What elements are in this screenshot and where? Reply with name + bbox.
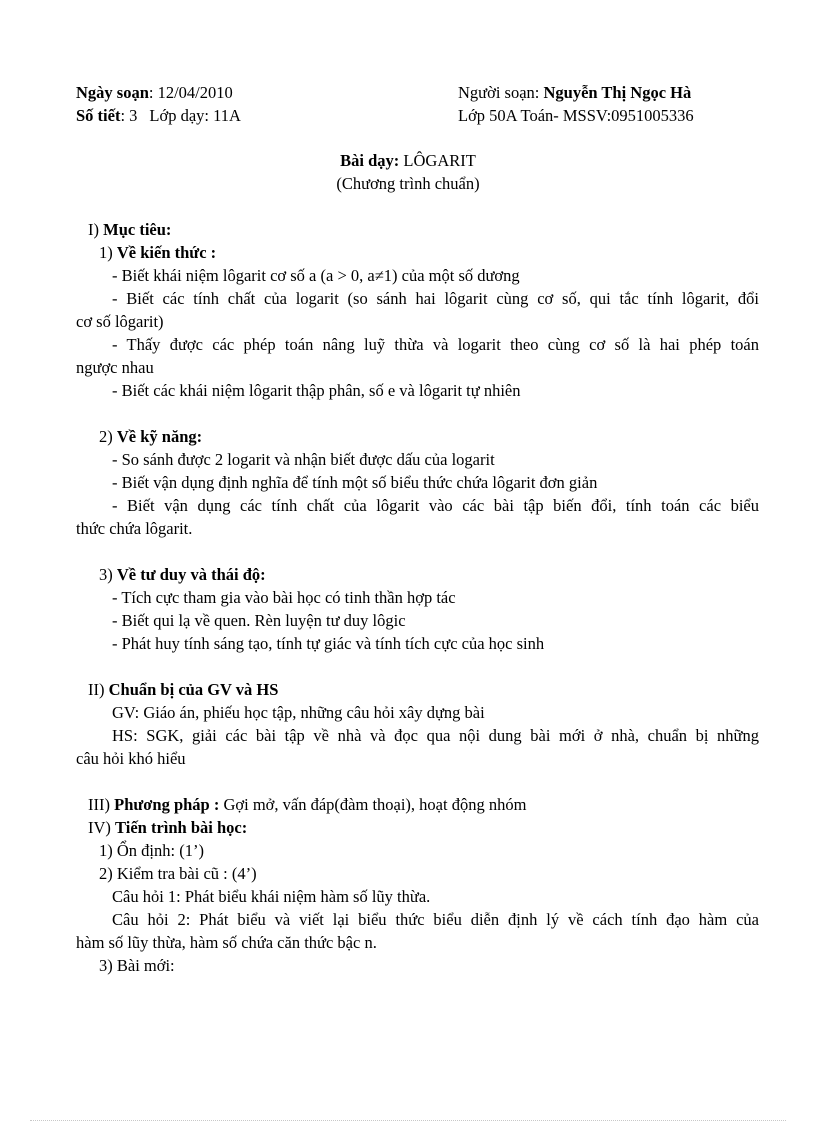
- knowledge-item: - Thấy được các phép toán nâng luỹ thừa và logarit theo cùng cơ số là hai phép toán: [112, 335, 759, 354]
- skill-item-cont: thức chứa lôgarit.: [76, 519, 193, 538]
- subsection-3-title: Về tư duy và thái độ:: [116, 565, 266, 584]
- knowledge-item: - Biết các tính chất của logarit (so sánh hai lôgarit cùng cơ số, qui tắc tính lôgarit, đổi: [112, 289, 759, 308]
- knowledge-item: - Biết các khái niệm lôgarit thập phân, số e và lôgarit tự nhiên: [112, 381, 521, 400]
- attitude-item: - Tích cực tham gia vào bài học có tinh thần hợp tác: [112, 588, 456, 607]
- lesson-name: LÔGARIT: [399, 151, 476, 170]
- prep-date-label: Ngày soạn: [76, 83, 149, 102]
- author-label: Người soạn:: [458, 83, 544, 102]
- section-2-number: II): [88, 680, 109, 699]
- question-1: Câu hỏi 1: Phát biểu khái niệm hàm số lũy thừa.: [112, 887, 431, 906]
- section-3-heading: [88, 794, 526, 816]
- student-prep: HS: SGK, giải các bài tập về nhà và đọc qua nội dung bài mới ở nhà, chuẩn bị những: [112, 726, 759, 745]
- section-2-heading: [88, 679, 278, 701]
- section-4-heading: [88, 817, 247, 839]
- author-class: Lớp 50A Toán- MSSV:0951005336: [458, 106, 694, 125]
- class-text: Lớp dạy: 11A: [149, 106, 241, 125]
- subsection-knowledge: [99, 242, 216, 264]
- subsection-3-number: 3): [99, 565, 117, 584]
- subsection-1-number: 1): [99, 243, 117, 262]
- method-text: Gợi mở, vấn đáp(đàm thoại), hoạt động nhóm: [219, 795, 527, 814]
- question-2-cont: hàm số lũy thừa, hàm số chứa căn thức bậc n.: [76, 933, 377, 952]
- section-4-title: Tiến trình bài học:: [115, 818, 248, 837]
- procedure-item: 1) Ổn định: (1’): [99, 841, 204, 860]
- subsection-2-number: 2): [99, 427, 117, 446]
- program-note: (Chương trình chuẩn): [336, 174, 480, 193]
- skill-item: - Biết vận dụng các tính chất của lôgarit vào các bài tập biến đổi, tính toán các biểu: [112, 496, 759, 515]
- period-value: : 3: [120, 106, 138, 125]
- section-2-title: Chuẩn bị của GV và HS: [108, 680, 279, 699]
- section-4-number: IV): [88, 818, 116, 837]
- page-bottom-divider: [30, 1120, 786, 1121]
- attitude-item: - Biết qui lạ về quen. Rèn luyện tư duy lôgic: [112, 611, 406, 630]
- attitude-item: - Phát huy tính sáng tạo, tính tự giác và tính tích cực của học sinh: [112, 634, 545, 653]
- subsection-attitude: [99, 564, 266, 586]
- knowledge-item-cont: ngược nhau: [76, 358, 154, 377]
- procedure-item: 3) Bài mới:: [99, 956, 175, 975]
- author: [458, 82, 691, 104]
- skill-item: - So sánh được 2 logarit và nhận biết được dấu của logarit: [112, 450, 495, 469]
- prep-date: [76, 82, 233, 104]
- knowledge-item: - Biết khái niệm lôgarit cơ số a (a > 0, a≠1) của một số dương: [112, 266, 520, 285]
- lesson-title: [0, 150, 816, 172]
- student-prep-cont: câu hỏi khó hiểu: [76, 749, 186, 768]
- skill-item: - Biết vận dụng định nghĩa để tính một số biểu thức chứa lôgarit đơn giản: [112, 473, 598, 492]
- procedure-item: 2) Kiểm tra bài cũ : (4’): [99, 864, 257, 883]
- teacher-prep: GV: Giáo án, phiếu học tập, những câu hỏi xây dựng bài: [112, 703, 485, 722]
- period-label: Số tiết: [76, 106, 121, 125]
- subsection-1-title: Về kiến thức :: [116, 243, 217, 262]
- knowledge-item-cont: cơ số lôgarit): [76, 312, 164, 331]
- period-info: [76, 105, 241, 127]
- subsection-skills: [99, 426, 202, 448]
- question-2: Câu hỏi 2: Phát biểu và viết lại biểu thức biểu diễn định lý về cách tính đạo hàm của: [112, 910, 759, 929]
- section-1-number: I): [88, 220, 104, 239]
- author-name: Nguyễn Thị Ngọc Hà: [543, 83, 692, 102]
- section-3-title: Phương pháp :: [114, 795, 220, 814]
- subsection-2-title: Về kỹ năng:: [116, 427, 203, 446]
- section-3-number: III): [88, 795, 115, 814]
- section-1-title: Mục tiêu:: [103, 220, 172, 239]
- prep-date-value: : 12/04/2010: [148, 83, 233, 102]
- section-1-heading: [88, 219, 171, 241]
- lesson-label: Bài dạy:: [340, 151, 400, 170]
